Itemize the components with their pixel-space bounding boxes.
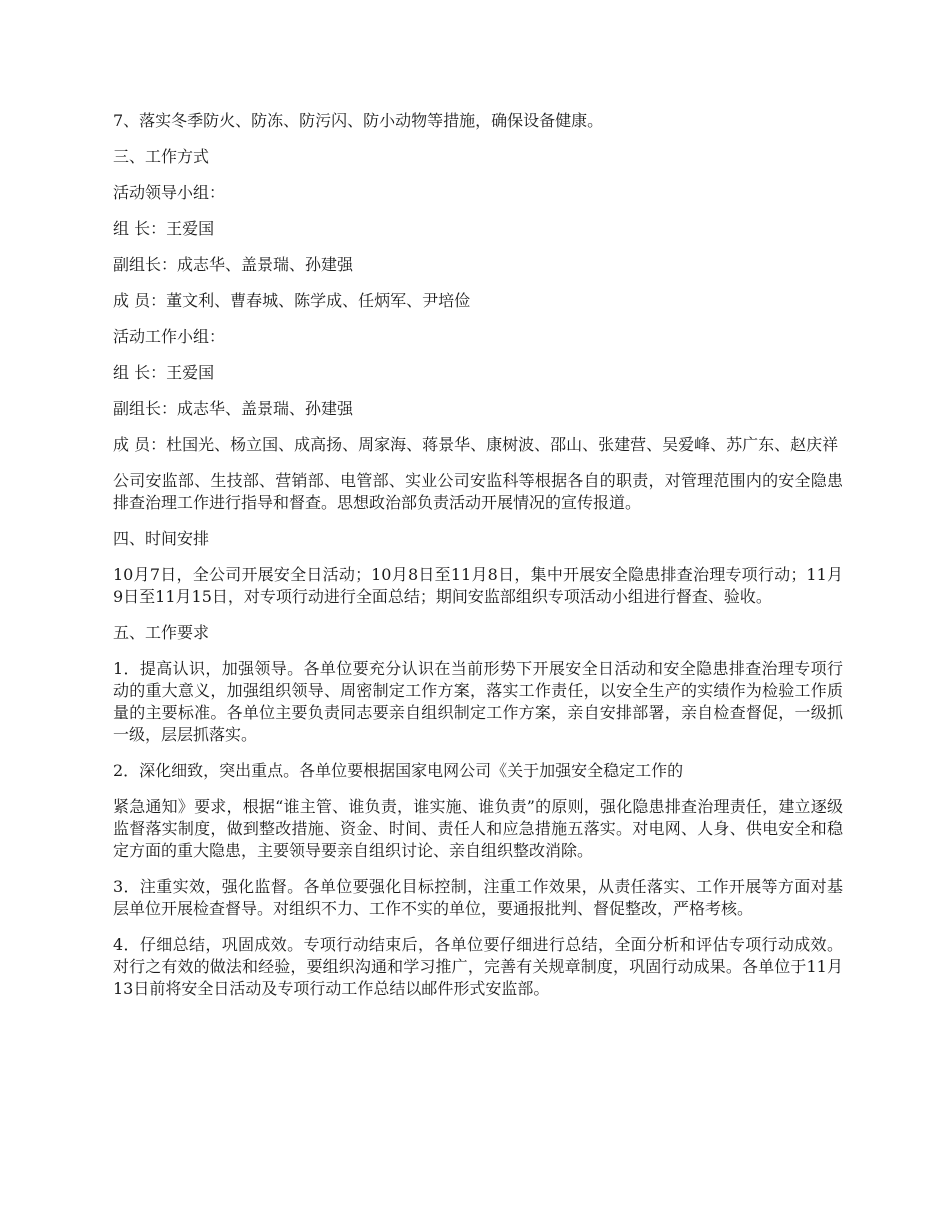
leading-group-deputy: 副组长：成志华、盖景瑞、孙建强 bbox=[113, 255, 354, 274]
document-body bbox=[113, 110, 843, 1014]
section-heading-schedule: 四、时间安排 bbox=[113, 529, 210, 548]
leading-group-label: 活动领导小组： bbox=[113, 183, 226, 202]
requirement-3: 3．注重实效，强化监督。各单位要强化目标控制，注重工作效果，从责任落实、工作开展等方面对基层单位开展检查督导。对组织不力、工作不实的单位，要通报批判、督促整改，严格考核。 bbox=[113, 877, 843, 918]
working-group-members: 成 员：杜国光、杨立国、成高扬、周家海、蒋景华、康树波、邵山、张建营、吴爱峰、苏广东、赵庆祥 bbox=[113, 435, 839, 454]
requirement-2-part-1: 2．深化细致，突出重点。各单位要根据国家电网公司《关于加强安全稳定工作的 bbox=[113, 761, 684, 780]
leading-group-members: 成 员：董文利、曹春城、陈学成、任炳军、尹培俭 bbox=[113, 291, 471, 310]
working-group-deputy: 副组长：成志华、盖景瑞、孙建强 bbox=[113, 399, 354, 418]
requirement-2-part-2: 紧急通知》要求，根据“谁主管、谁负责，谁实施、谁负责”的原则，强化隐患排查治理责任，建立逐级监督落实制度，做到整改措施、资金、时间、责任人和应急措施五落实。对电网、人身、供电安全和稳定方面的重大隐患，主要领导要亲自组织讨论、亲自组织整改消除。 bbox=[113, 797, 843, 860]
working-group-label: 活动工作小组： bbox=[113, 327, 226, 346]
requirement-4: 4．仔细总结，巩固成效。专项行动结束后，各单位要仔细进行总结，全面分析和评估专项行动成效。对行之有效的做法和经验，要组织沟通和学习推广，完善有关规章制度，巩固行动成果。各单位于11月13日前将安全日活动及专项行动工作总结以邮件形式安监部。 bbox=[113, 935, 843, 998]
leading-group-leader: 组 长：王爱国 bbox=[113, 219, 215, 238]
section-heading-work-method: 三、工作方式 bbox=[113, 147, 210, 166]
list-item-measure-7: 7、落实冬季防火、防冻、防污闪、防小动物等措施，确保设备健康。 bbox=[113, 111, 604, 130]
working-group-leader: 组 长：王爱国 bbox=[113, 363, 215, 382]
schedule-paragraph: 10月7日，全公司开展安全日活动；10月8日至11月8日，集中开展安全隐患排查治理专项行动；11月9日至11月15日，对专项行动进行全面总结；期间安监部组织专项活动小组进行督查、验收。 bbox=[113, 565, 843, 606]
section-heading-requirements: 五、工作要求 bbox=[113, 623, 210, 642]
requirement-1: 1．提高认识，加强领导。各单位要充分认识在当前形势下开展安全日活动和安全隐患排查治理专项行动的重大意义，加强组织领导、周密制定工作方案，落实工作责任，以安全生产的实绩作为检验工作质量的主要标准。各单位主要负责同志要亲自组织制定工作方案，亲自安排部署，亲自检查督促，一级抓一级，层层抓落实。 bbox=[113, 659, 843, 744]
department-responsibilities: 公司安监部、生技部、营销部、电管部、实业公司安监科等根据各自的职责，对管理范围内的安全隐患排查治理工作进行指导和督查。思想政治部负责活动开展情况的宣传报道。 bbox=[113, 471, 843, 512]
